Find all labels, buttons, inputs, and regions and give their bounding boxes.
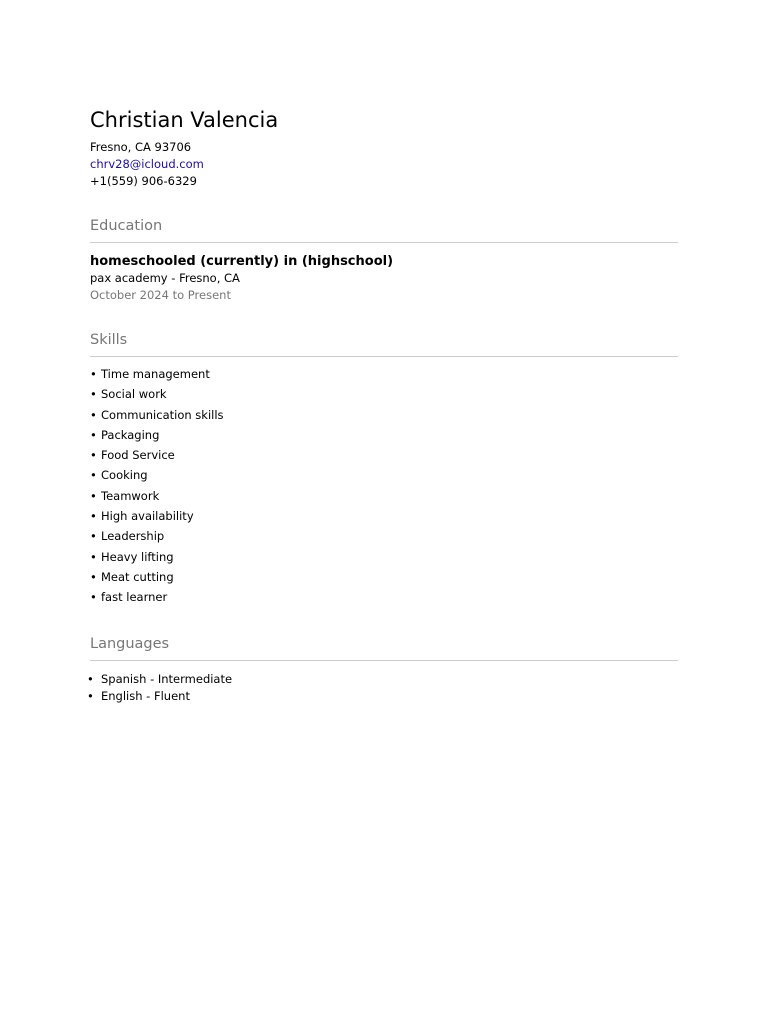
education-section [90,216,678,304]
list-item: • Spanish - Intermediate [90,671,678,688]
candidate-name: Christian Valencia [90,108,279,132]
list-item: • Heavy lifting [90,547,678,567]
email-link[interactable]: chrv28@icloud.com [90,157,204,171]
school: pax academy - Fresno, CA [90,271,240,285]
list-item: • Leadership [90,526,678,546]
languages-list [90,671,678,705]
list-item: • Cooking [90,465,678,485]
skills-section [90,330,678,608]
education-dates: October 2024 to Present [90,288,231,302]
list-item: • Meat cutting [90,567,678,587]
phone: +1(559) 906-6329 [90,174,197,188]
list-item: • Teamwork [90,486,678,506]
resume-header [90,106,678,190]
languages-title: Languages [90,634,678,661]
languages-section [90,634,678,705]
location: Fresno, CA 93706 [90,140,192,154]
list-item: • fast learner [90,587,678,607]
list-item: • Time management [90,364,678,384]
contact-info [90,139,678,190]
list-item: • Social work [90,384,678,404]
skills-title: Skills [90,330,678,357]
list-item: • High availability [90,506,678,526]
education-entry [90,253,678,304]
education-title: Education [90,216,678,243]
skills-list [90,364,678,608]
list-item: • Communication skills [90,405,678,425]
list-item: • Food Service [90,445,678,465]
list-item: • English - Fluent [90,688,678,705]
degree: homeschooled (currently) in (highschool) [90,254,394,269]
list-item: • Packaging [90,425,678,445]
resume-page [90,106,678,705]
